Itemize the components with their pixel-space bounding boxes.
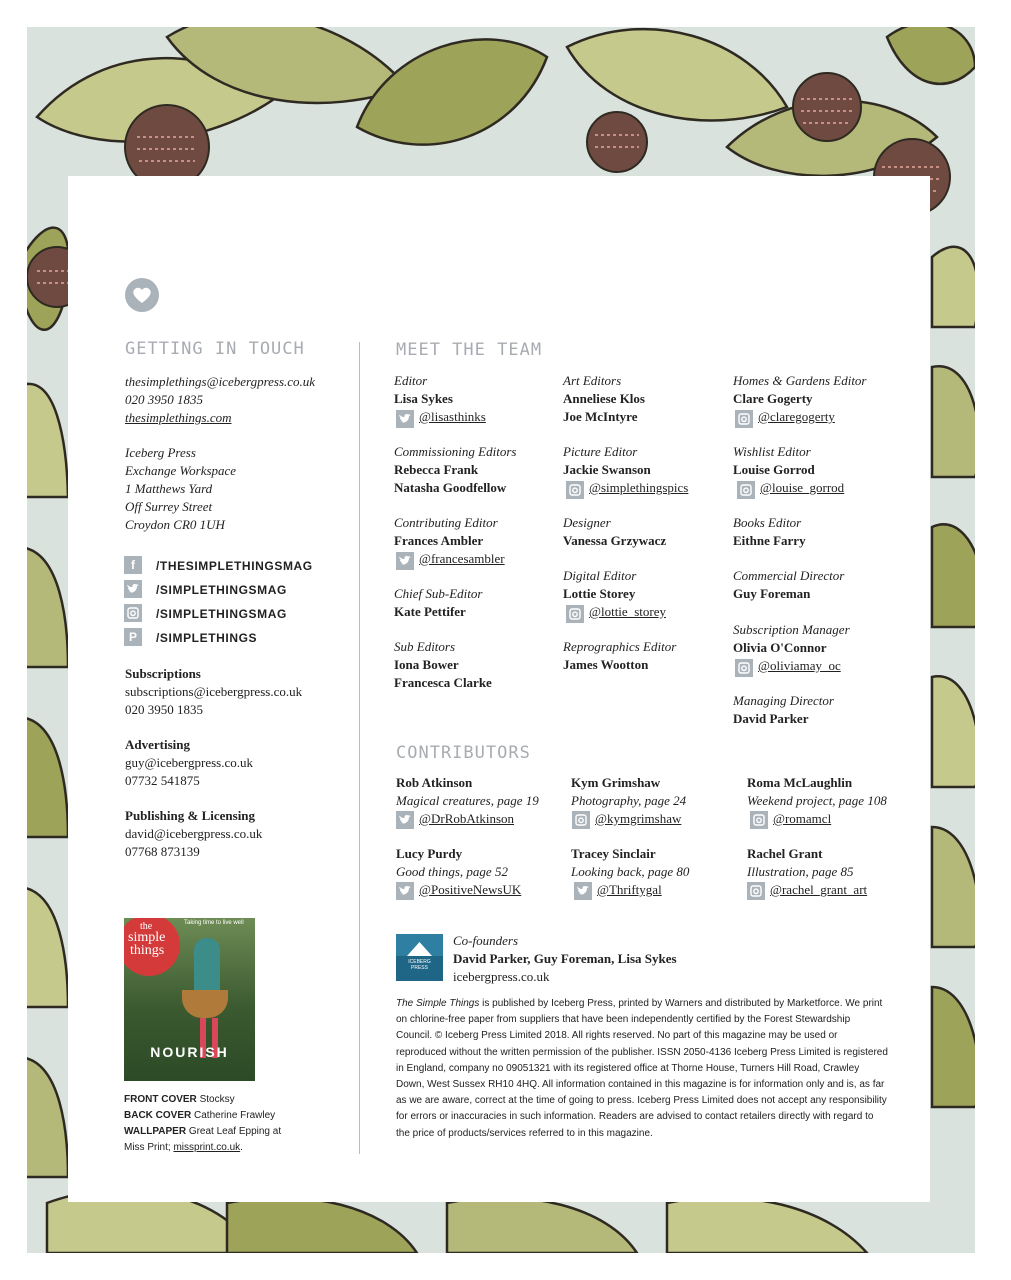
- pinterest-link[interactable]: /SIMPLETHINGS: [156, 631, 258, 645]
- twitter-icon[interactable]: [124, 580, 142, 598]
- role-designer: Designer: [563, 515, 611, 530]
- twitter-icon: [396, 882, 414, 900]
- address-line: Off Surrey Street: [125, 499, 213, 514]
- contributor-desc: Good things, page 52: [396, 864, 508, 879]
- credit-wallpaper-source: [124, 1140, 243, 1157]
- instagram-icon: [747, 882, 765, 900]
- name-commercial: Guy Foreman: [733, 586, 811, 601]
- instagram-icon[interactable]: [124, 604, 142, 622]
- twitter-icon: [574, 882, 592, 900]
- role-commercial: Commercial Director: [733, 568, 845, 583]
- contributor-name: Lucy Purdy: [396, 846, 463, 861]
- cover-brand-things: things: [130, 943, 165, 958]
- contributor-desc: Looking back, page 80: [571, 864, 690, 879]
- address-line: Iceberg Press: [125, 445, 196, 460]
- role-digital: Digital Editor: [563, 568, 637, 583]
- contributor-name: Roma McLaughlin: [747, 775, 853, 790]
- role-chief-sub: Chief Sub-Editor: [394, 586, 483, 601]
- instagram-link[interactable]: /SIMPLETHINGSMAG: [156, 607, 287, 621]
- subscriptions-title: Subscriptions: [125, 666, 201, 681]
- role-editor: Editor: [394, 373, 428, 388]
- contributor-desc: Weekend project, page 108: [747, 793, 887, 808]
- cover-tagline: Taking time to live well: [184, 920, 244, 926]
- subscriptions-phone: 020 3950 1835: [125, 702, 203, 717]
- contact-phone: 020 3950 1835: [125, 392, 203, 407]
- credit-end: .: [240, 1142, 243, 1153]
- cover-title: NOURISH: [150, 1044, 229, 1060]
- heart-icon: [132, 286, 152, 304]
- contact-email[interactable]: thesimplethings@icebergpress.co.uk: [125, 374, 316, 389]
- twitter-icon: [396, 410, 414, 428]
- name-art-2: Joe McIntyre: [563, 409, 638, 424]
- name-subscription: Olivia O'Connor: [733, 640, 827, 655]
- name-designer: Vanessa Grzywacz: [563, 533, 667, 548]
- advertising-phone: 07732 541875: [125, 773, 200, 788]
- name-managing: David Parker: [733, 711, 809, 726]
- instagram-icon: [735, 410, 753, 428]
- legal-notice: [396, 996, 888, 1142]
- name-sub-editor-2: Francesca Clarke: [394, 675, 492, 690]
- logo-text-press: PRESS: [411, 965, 428, 971]
- credit-label: WALLPAPER: [124, 1126, 187, 1137]
- contributor-handle[interactable]: @Thriftygal: [597, 882, 662, 897]
- publishing-phone: 07768 873139: [125, 844, 200, 859]
- iceberg-icon: [396, 934, 443, 981]
- contributor-desc: Magical creatures, page 19: [396, 793, 539, 808]
- address-line: Exchange Workspace: [125, 463, 237, 478]
- website-link[interactable]: thesimplethings.com: [125, 410, 232, 425]
- missprint-link[interactable]: missprint.co.uk: [173, 1142, 241, 1153]
- heart-badge: [125, 278, 159, 312]
- publishing-email[interactable]: david@icebergpress.co.uk: [125, 826, 263, 841]
- credit-value: Stocksy: [199, 1094, 235, 1105]
- role-homes: Homes & Gardens Editor: [733, 373, 867, 388]
- publishing-title: Publishing & Licensing: [125, 808, 256, 823]
- name-chief-sub: Kate Pettifer: [394, 604, 466, 619]
- role-picture: Picture Editor: [563, 444, 638, 459]
- cofounders-label: Co-founders: [453, 933, 518, 948]
- name-sub-editor-1: Iona Bower: [394, 657, 459, 672]
- name-repro: James Wootton: [563, 657, 649, 672]
- credit-value: Catherine Frawley: [194, 1110, 276, 1121]
- name-homes: Clare Gogerty: [733, 391, 813, 406]
- name-commissioning-1: Rebecca Frank: [394, 462, 479, 477]
- contributor-name: Kym Grimshaw: [571, 775, 661, 790]
- contributor-name: Rachel Grant: [747, 846, 823, 861]
- address-line: 1 Matthews Yard: [125, 481, 213, 496]
- facebook-link[interactable]: /THESIMPLETHINGSMAG: [156, 559, 313, 573]
- name-digital: Lottie Storey: [563, 586, 636, 601]
- instagram-icon: [572, 811, 590, 829]
- name-picture: Jackie Swanson: [563, 462, 651, 477]
- iceberg-press-logo: [396, 934, 443, 981]
- handle-digital[interactable]: @lottie_storey: [589, 604, 666, 619]
- name-wishlist: Louise Gorrod: [733, 462, 815, 477]
- contributor-handle[interactable]: @rachel_grant_art: [770, 882, 868, 897]
- legal-body: is published by Iceberg Press, printed by Warners and distributed by Marketforce. We print on chlorine-free paper from suppliers that have been independently certified by the Forest Stewardship Council. © Iceberg Press Limited 2018. All rights reserved. No part of this magazine may be used or reproduced without the written permission of the publisher. ISSN 2050-4136 Iceberg Press Limited is registered in England, company no 09051321 with its registered office at Thorne House, Turners Hill Road, Crawley Down, West Sussex RH10 4HQ. All information contained in this magazine is for information only and is, as far as we are aware, correct at the time of going to press. Iceberg Press Limited does not accept any responsibility for errors or inaccuracies in such information. Readers are advised to contact retailers directly with regard to the price of products/services referred to in this magazine.: [396, 998, 888, 1139]
- role-books: Books Editor: [733, 515, 802, 530]
- role-wishlist: Wishlist Editor: [733, 444, 811, 459]
- twitter-link[interactable]: /SIMPLETHINGSMAG: [156, 583, 287, 597]
- credit-value: Great Leaf Epping at: [188, 1126, 282, 1137]
- credit-front-cover: [124, 1092, 235, 1109]
- name-editor: Lisa Sykes: [394, 391, 453, 406]
- role-art: Art Editors: [563, 373, 622, 388]
- credit-wallpaper: [124, 1124, 281, 1141]
- role-sub-editors: Sub Editors: [394, 639, 456, 654]
- twitter-icon: [396, 811, 414, 829]
- cover-figure: [194, 938, 220, 998]
- cofounders-site[interactable]: icebergpress.co.uk: [453, 969, 550, 984]
- logo-text-iceberg: ICEBERG: [408, 959, 431, 965]
- handle-homes[interactable]: @claregogerty: [758, 409, 835, 424]
- role-managing: Managing Director: [733, 693, 834, 708]
- handle-editor[interactable]: @lisasthinks: [419, 409, 486, 424]
- name-art-1: Anneliese Klos: [563, 391, 645, 406]
- getting-in-touch-heading: GETTING IN TOUCH: [125, 339, 305, 359]
- handle-picture[interactable]: @simplethingspics: [589, 480, 689, 495]
- column-divider: [359, 342, 360, 1154]
- role-contributing: Contributing Editor: [394, 515, 498, 530]
- handle-contributing[interactable]: @francesambler: [419, 551, 505, 566]
- pinterest-icon[interactable]: P: [124, 628, 142, 646]
- contributor-name: Rob Atkinson: [396, 775, 473, 790]
- name-contributing: Frances Ambler: [394, 533, 484, 548]
- meet-the-team-heading: MEET THE TEAM: [396, 340, 543, 360]
- role-repro: Reprographics Editor: [563, 639, 677, 654]
- cofounders-names: David Parker, Guy Foreman, Lisa Sykes: [453, 951, 677, 966]
- contributors-heading: CONTRIBUTORS: [396, 743, 531, 763]
- contributor-desc: Photography, page 24: [571, 793, 687, 808]
- credit-label: FRONT COVER: [124, 1094, 197, 1105]
- facebook-icon[interactable]: f: [124, 556, 142, 574]
- credit-label: BACK COVER: [124, 1110, 192, 1121]
- handle-wishlist[interactable]: @louise_gorrod: [760, 480, 845, 495]
- subscriptions-email[interactable]: subscriptions@icebergpress.co.uk: [125, 684, 303, 699]
- name-books: Eithne Farry: [733, 533, 806, 548]
- role-commissioning: Commissioning Editors: [394, 444, 517, 459]
- contributor-handle[interactable]: @DrRobAtkinson: [419, 811, 515, 826]
- role-subscription: Subscription Manager: [733, 622, 850, 637]
- credit-tail: Miss Print;: [124, 1142, 171, 1153]
- instagram-icon: [735, 659, 753, 677]
- name-commissioning-2: Natasha Goodfellow: [394, 480, 507, 495]
- contributor-desc: Illustration, page 85: [747, 864, 854, 879]
- credit-back-cover: [124, 1108, 275, 1125]
- magazine-cover: [124, 918, 255, 1081]
- instagram-icon: [566, 481, 584, 499]
- cover-brand-simple: simple: [128, 930, 166, 945]
- advertising-title: Advertising: [125, 737, 190, 752]
- instagram-icon: [737, 481, 755, 499]
- instagram-icon: [750, 811, 768, 829]
- contributor-handle[interactable]: @PositiveNewsUK: [419, 882, 522, 897]
- instagram-icon: [566, 605, 584, 623]
- advertising-email[interactable]: guy@icebergpress.co.uk: [125, 755, 253, 770]
- legal-title: The Simple Things: [396, 998, 480, 1009]
- twitter-icon: [396, 552, 414, 570]
- handle-subscription[interactable]: @oliviamay_oc: [758, 658, 841, 673]
- cover-brand-the: the: [140, 921, 153, 932]
- contributor-name: Tracey Sinclair: [571, 846, 656, 861]
- address-line: Croydon CR0 1UH: [125, 517, 225, 532]
- contributor-handle[interactable]: @kymgrimshaw: [595, 811, 682, 826]
- contributor-handle[interactable]: @romamcl: [773, 811, 832, 826]
